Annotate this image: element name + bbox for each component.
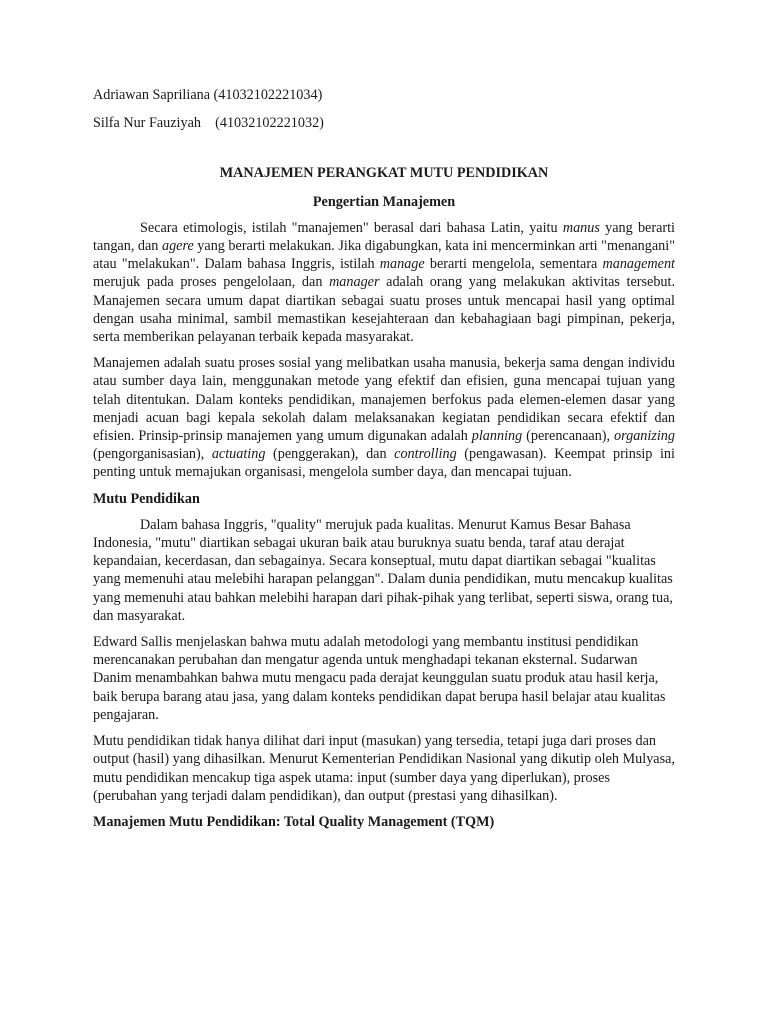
paragraph-pengertian-mutu: Dalam bahasa Inggris, "quality" merujuk pada kualitas. Menurut Kamus Besar Bahasa Indonesia, "mutu" diartikan sebagai ukuran baik atau buruknya suatu benda, taraf atau derajat kepandaian, kecerdasan, dan sebagainya. Secara konseptual, mutu dapat diartikan sebagai "kualitas yang memenuhi atau melebihi harapan pelanggan". Dalam dunia pendidikan, mutu mencakup kualitas yang memenuhi atau bahkan melebihi harapan dari pihak-pihak yang terlibat, seperti siswa, orang tua, dan masyarakat. (93, 516, 673, 624)
italic-term: manus (562, 219, 600, 236)
paragraph-etimologi: Secara etimologis, istilah "manajemen" berasal dari bahasa Latin, yaitu manus yang berarti tangan, dan agere yang berarti melakukan. Jika digabungkan, kata ini mencerminkan arti "menangani" atau "melakukan". Dalam bahasa Inggris, istilah manage berarti mengelola, sementara management merujuk pada proses pengelolaan, dan manager adalah orang yang melakukan aktivitas tersebut. Manajemen secara umum dapat diartikan sebagai suatu proses untuk mencapai hasil yang optimal dengan usaha minimal, sambil memastikan kesejahteraan dan kebahagiaan bagi pimpinan, pekerja, serta memberikan pelayanan terbaik kepada masyarakat. (93, 219, 675, 346)
italic-term: organizing (614, 428, 675, 445)
paragraph-definisi-manajemen: Manajemen adalah suatu proses sosial yang melibatkan usaha manusia, bekerja sama dengan individu atau sumber daya lain, menggunakan metode yang efektif dan efisien, guna mencapai tujuan yang telah ditentukan. Dalam konteks pendidikan, manajemen berfokus pada elemen-elemen dasar yang menjadi acuan bagi kepala sekolah dalam melaksanakan kegiatan pendidikan secara efektif dan efisien. Prinsip-prinsip manajemen yang umum digunakan adalah planning (perencanaan), organizing (pengorganisasian), actuating (penggerakan), dan controlling (pengawasan). Keempat prinsip ini penting untuk memajukan organisasi, mengelola sumber daya, dan mencapai tujuan. (93, 355, 675, 481)
author-line-1: Adriawan Sapriliana (41032102221034) (93, 87, 323, 103)
document-page (93, 86, 675, 839)
paragraph-input-proses-output: Mutu pendidikan tidak hanya dilihat dari input (masukan) yang tersedia, tetapi juga dari proses dan output (hasil) yang dihasilkan. Menurut Kementerian Pendidikan Nasional yang dikutip oleh Mulyasa, mutu pendidikan mencakup tiga aspek utama: input (sumber daya yang diperlukan), proses (perubahan yang terjadi dalam pendidikan), dan output (prestasi yang dihasilkan). (93, 733, 675, 804)
paragraph-edward-sallis: Edward Sallis menjelaskan bahwa mutu adalah metodologi yang membantu institusi pendidikan merencanakan perubahan dan mengatur agenda untuk menghadapi tekanan eksternal. Sudarwan Danim menambahkan bahwa mutu mengacu pada derajat keunggulan suatu produk atau hasil kerja, baik berupa barang atau jasa, yang dalam konteks pendidikan dapat berupa hasil belajar atau kualitas pengajaran. (93, 634, 666, 723)
section-heading-mutu-pendidikan: Mutu Pendidikan (93, 490, 200, 507)
section-heading-pengertian-manajemen: Pengertian Manajemen (312, 193, 456, 210)
italic-term: controlling (394, 446, 457, 463)
author-line-2: Silfa Nur Fauziyah (41032102221032) (93, 115, 324, 132)
italic-term: planning (471, 428, 523, 445)
italic-term: manager (329, 274, 380, 291)
italic-term: manage (379, 256, 425, 273)
italic-term: management (602, 256, 675, 273)
section-heading-tqm: Manajemen Mutu Pendidikan: Total Quality Management (TQM) (93, 813, 495, 830)
document-title: MANAJEMEN PERANGKAT MUTU PENDIDIKAN (219, 165, 549, 182)
italic-term: actuating (211, 446, 266, 463)
italic-term: agere (161, 238, 194, 255)
